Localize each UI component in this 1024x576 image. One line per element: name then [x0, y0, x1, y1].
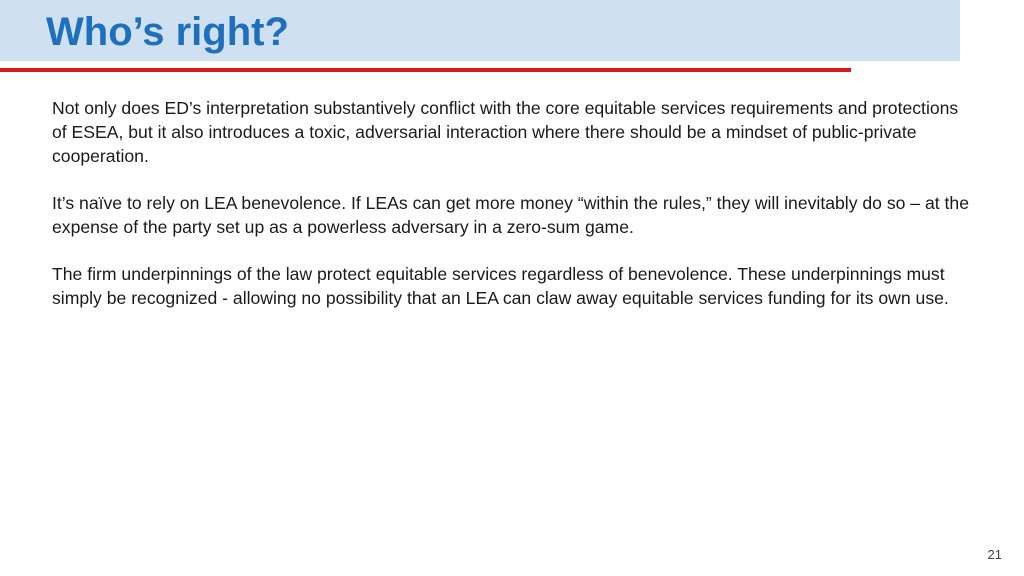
body-paragraph-3: The firm underpinnings of the law protect equitable services regardless of benevolence. These underpinnings must simply be recognized - allowing no possibility that an LEA can claw away equitable services funding for its own use. — [52, 264, 949, 308]
title-accent-rule — [0, 68, 851, 72]
slide-title: Who’s right? — [46, 10, 289, 54]
body-paragraph-1: Not only does ED’s interpretation substantively conflict with the core equitable services requirements and protections of ESEA, but it also introduces a toxic, adversarial interaction where there should be a mindset of public-private cooperation. — [52, 98, 959, 166]
body-paragraph-2: It’s naïve to rely on LEA benevolence. If LEAs can get more money “within the rules,” they will inevitably do so – at the expense of the party set up as a powerless adversary in a zero-sum game. — [52, 193, 969, 237]
slide-body — [52, 96, 977, 333]
title-band — [0, 0, 960, 61]
page-number: 21 — [987, 547, 1002, 562]
